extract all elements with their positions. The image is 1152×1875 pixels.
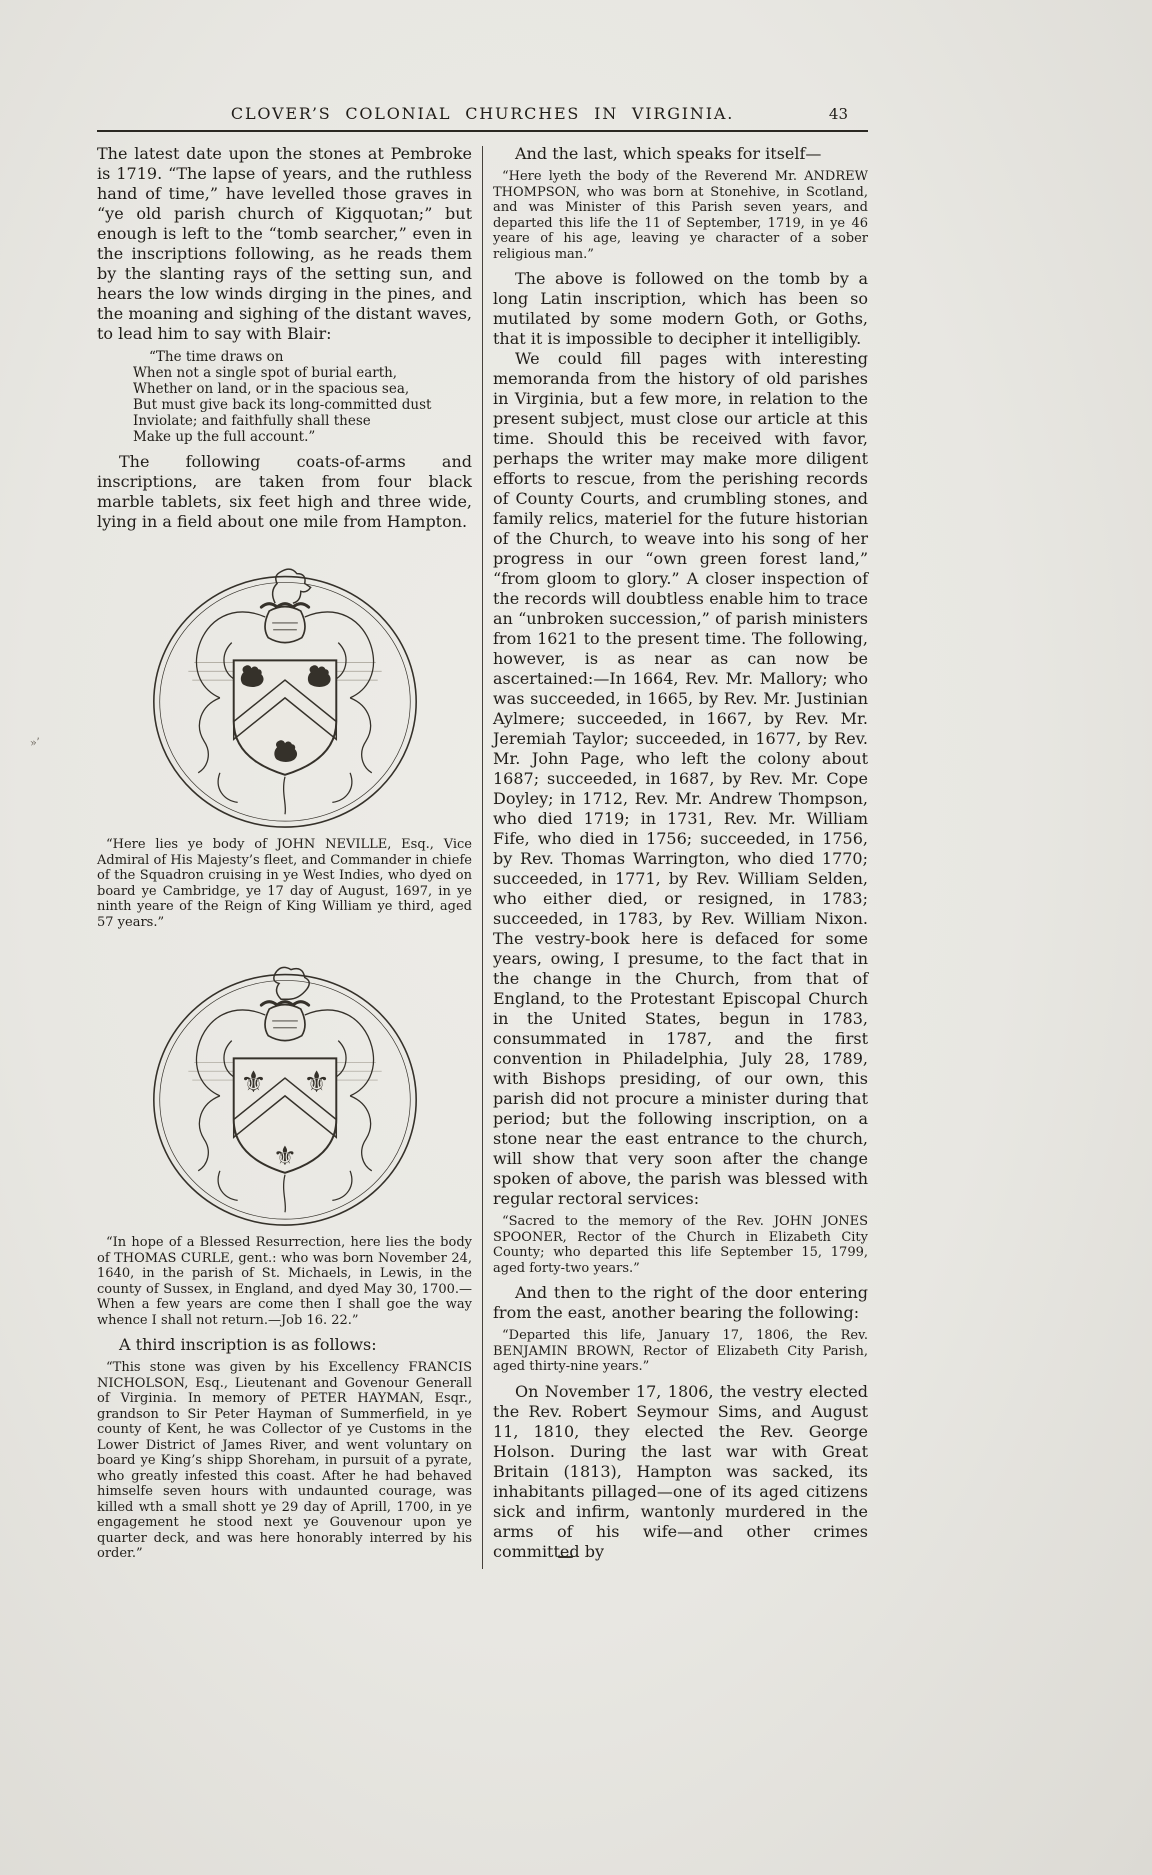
caption-neville: “Here lies ye body of JOHN NEVILLE, Esq., Vice Admiral of His Majesty’s fleet, and Commander in chiefe of the Squadron cruising in ye West Indies, who dyed on board ye Cambridge, ye 17 day of August, 1697, in ye ninth yeare of the Reign of King William ye third, aged 57 years.” bbox=[97, 837, 472, 930]
para-and-the-last: And the last, which speaks for itself— bbox=[515, 144, 822, 163]
inscription-brown: “Departed this life, January 17, 1806, the Rev. BENJAMIN BROWN, Rector of Elizabeth City Parish, aged thirty-nine years.” bbox=[493, 1328, 868, 1374]
neville-engraving-image bbox=[137, 544, 433, 832]
poem-line: When not a single spot of burial earth, bbox=[133, 365, 398, 381]
two-column-layout bbox=[97, 144, 868, 1569]
page-header bbox=[97, 104, 868, 130]
scan-artifact-margin-mark: »’ bbox=[29, 735, 42, 750]
poem-line: Whether on land, or in the spacious sea, bbox=[133, 381, 410, 397]
poem-line: “The time draws on bbox=[149, 349, 284, 365]
para-pembroke: The latest date upon the stones at Pembroke is 1719. “The lapse of years, and the ruthless hand of time,” have levelled those graves in “ye old parish church of Kigquotan;” but enough is left to the “tomb searcher,” even in the inscriptions following, as he reads them by the slanting rays of the setting sun, and hears the low winds dirging in the pines, and the moaning and sighing of the distant waves, to lead him to say with Blair: bbox=[97, 144, 472, 343]
svg-text:⚜: ⚜ bbox=[272, 1140, 297, 1172]
inscription-nicholson: “This stone was given by his Excellency FRANCIS NICHOLSON, Esq., Lieutenant and Govenour Generall of Virginia. In memory of PETER HAYMAN, Esqr., grandson to Sir Peter Hayman of Summerfield, in ye county of Kent, he was Collector of ye Customs in the Lower District of James River, and went voluntary on board ye King’s shipp Shoreham, in pursuit of a pyrate, who greatly infested this coast. After he had behaved himselfe seven hours with undaunted courage, was killed wth a small shott ye 29 day of Aprill, 1700, in ye engagement he stood next ye Gouvenour upon ye quarter deck, and was here honorably interred by his order.” bbox=[97, 1360, 472, 1561]
svg-text:⚜: ⚜ bbox=[239, 1064, 267, 1099]
curle-coat-of-arms bbox=[97, 942, 472, 1230]
caption-curle: “In hope of a Blessed Resurrection, here lies the body of THOMAS CURLE, gent.: who was born November 24, 1640, in the parish of St. Michaels, in Lewis, in the county of Sussex, in England, and dyed May 30, 1700.—When a few years are come then I shall goe the way whence I shall not return.—Job 16. 22.” bbox=[97, 1235, 472, 1328]
poem-line: Make up the full account.” bbox=[133, 429, 316, 445]
right-column bbox=[493, 144, 868, 1569]
svg-text:⚜: ⚜ bbox=[302, 1064, 330, 1099]
para-memoranda-ministers: We could fill pages with interesting memoranda from the history of old parishes in Virginia, but a few more, in relation to the present subject, must close our article at this time. Should this be received with favor, perhaps the writer may make more diligent efforts to rescue, from the perishing records of County Courts, and crumbling stones, and family relics, materiel for the future historian of the Church, to weave into his song of her progress in our “own green forest land,” “from gloom to glory.” A closer inspection of the records will doubtless enable him to trace an “unbroken succession,” of parish ministers from 1621 to the present time. The following, however, is as near as can now be ascertained:—In 1664, Rev. Mr. Mallory; who was succeeded, in 1665, by Rev. Mr. Justinian Aylmere; succeeded, in 1667, by Rev. Mr. Jeremiah Taylor; succeeded, in 1677, by Rev. Mr. John Page, who left the colony about 1687; succeeded, in 1687, by Rev. Mr. Cope Doyley; in 1712, Rev. Mr. Andrew Thompson, who died 1719; in 1731, Rev. Mr. William Fife, who died in 1756; succeeded, in 1756, by Rev. Thomas Warrington, who died 1770; succeeded, in 1771, by Rev. William Selden, who either died, or resigned, in 1783; succeeded, in 1783, by Rev. William Nixon. The vestry-book here is defaced for some years, owing, I presume, to the fact that in the change in the Church, from that of England, to the Protestant Episcopal Church in the United States, begun in 1783, consummated in 1787, and the first convention in Philadelphia, July 28, 1789, with Bishops presiding, of our own, this parish did not procure a minister during that period; but the following inscription, on a stone near the east entrance to the church, will show that very soon after the change spoken of above, the parish was blessed with regular rectoral services: bbox=[493, 349, 868, 1208]
para-arms-intro: The following coats-of-arms and inscriptions, are taken from four black marble tablets, six feet high and three wide, lying in a field about one mile from Hampton. bbox=[97, 452, 472, 531]
curle-engraving-image bbox=[137, 942, 433, 1230]
poem-line: Inviolate; and faithfully shall these bbox=[133, 413, 371, 429]
neville-coat-of-arms bbox=[97, 544, 472, 832]
column-divider-rule bbox=[482, 146, 483, 1569]
page-content bbox=[97, 104, 868, 1569]
poem-line: But must give back its long-committed dust bbox=[133, 397, 432, 413]
inscription-spooner: “Sacred to the memory of the Rev. JOHN JONES SPOONER, Rector of the Church in Elizabeth City County; who departed this life September 15, 1799, aged forty-two years.” bbox=[493, 1214, 868, 1276]
inscription-thompson: “Here lyeth the body of the Reverend Mr. ANDREW THOMPSON, who was born at Stonehive, in Scotland, and was Minister of this Parish seven years, and departed this life the 11 of September, 1719, in ye 46 yeare of his age, leaving ye character of a sober religious man.” bbox=[493, 169, 868, 262]
para-latin-inscription: The above is followed on the tomb by a long Latin inscription, which has been so mutilated by some modern Goth, or Goths, that it is impossible to decipher it intelligibly. bbox=[493, 269, 868, 348]
para-vestry-1806: On November 17, 1806, the vestry elected the Rev. Robert Seymour Sims, and August 11, 1810, they elected the Rev. George Holson. During the last war with Great Britain (1813), Hampton was sacked, its inhabitants pillaged—one of its aged citizens sick and infirm, wantonly murdered in the arms of his wife—and other crimes committed by bbox=[493, 1381, 868, 1561]
running-title: CLOVER’S COLONIAL CHURCHES IN VIRGINIA. bbox=[230, 104, 735, 123]
blair-poem-quote bbox=[133, 349, 472, 445]
page-number: 43 bbox=[828, 105, 848, 123]
left-column bbox=[97, 144, 472, 1569]
header-rule bbox=[97, 130, 868, 132]
para-third-inscription: A third inscription is as follows: bbox=[119, 1335, 377, 1354]
para-door-east: And then to the right of the door entering from the east, another bearing the following: bbox=[493, 1283, 868, 1322]
